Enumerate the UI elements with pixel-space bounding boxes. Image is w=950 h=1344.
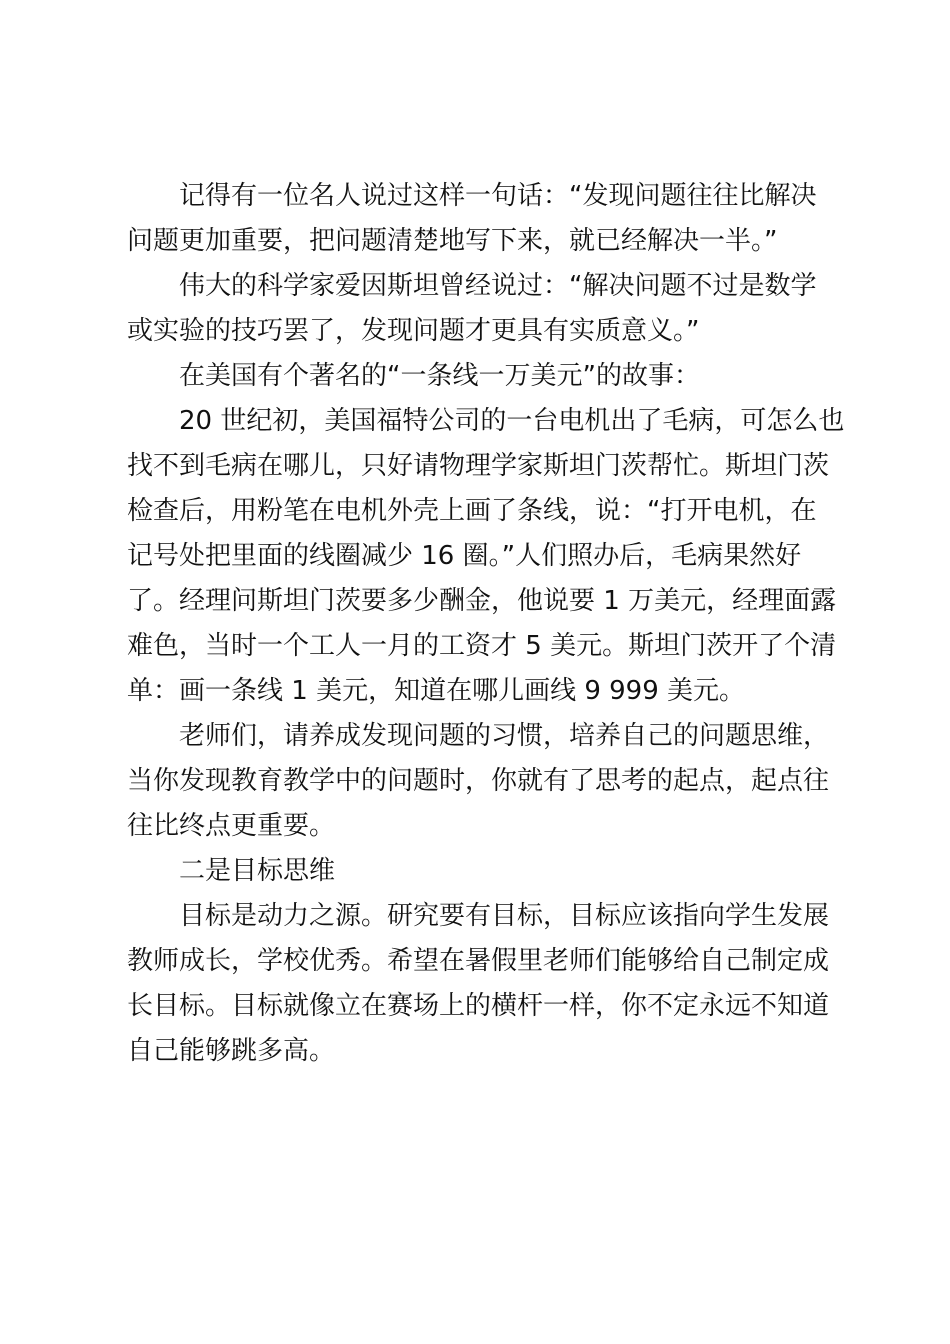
text-line: 记号处把里面的线圈减少 16 圈。”人们照办后，毛病果然好	[127, 541, 802, 571]
text-line: 自己能够跳多高。	[127, 1036, 336, 1066]
section-heading: 二是目标思维	[179, 856, 336, 886]
text-line: 20 世纪初，美国福特公司的一台电机出了毛病，可怎么也	[179, 406, 845, 436]
text-line: 了。经理问斯坦门茨要多少酬金，他说要 1 万美元，经理面露	[127, 586, 837, 616]
text-line: 找不到毛病在哪儿，只好请物理学家斯坦门茨帮忙。斯坦门茨	[127, 451, 830, 481]
text-line: 单：画一条线 1 美元，知道在哪儿画线 9 999 美元。	[127, 676, 746, 706]
text-line: 往比终点更重要。	[127, 811, 336, 841]
text-line: 问题更加重要，把问题清楚地写下来，就已经解决一半。”	[127, 226, 778, 256]
text-line: 目标是动力之源。研究要有目标，目标应该指向学生发展	[179, 901, 830, 931]
text-line: 或实验的技巧罢了，发现问题才更具有实质意义。”	[127, 316, 700, 346]
text-line: 伟大的科学家爱因斯坦曾经说过：“解决问题不过是数学	[179, 271, 817, 301]
section-heading-goal-thinking	[127, 849, 833, 894]
text-line: 难色，当时一个工人一月的工资才 5 美元。斯坦门茨开了个清	[127, 631, 837, 661]
text-line: 记得有一位名人说过这样一句话：“发现问题往往比解决	[179, 181, 817, 211]
text-line: 当你发现教育教学中的问题时，你就有了思考的起点，起点往	[127, 766, 830, 796]
paragraph-famous-quote	[127, 174, 833, 264]
text-line: 教师成长，学校优秀。希望在暑假里老师们能够给自己制定成	[127, 946, 830, 976]
text-line: 老师们，请养成发现问题的习惯，培养自己的问题思维，	[179, 721, 830, 751]
paragraph-problem-thinking	[127, 714, 833, 849]
paragraph-einstein-quote	[127, 264, 833, 354]
paragraph-steinmetz-story	[127, 399, 845, 714]
text-line: 长目标。目标就像立在赛场上的横杆一样，你不定永远不知道	[127, 991, 830, 1021]
text-line: 检查后，用粉笔在电机外壳上画了条线，说：“打开电机，在	[127, 496, 817, 526]
document-body	[127, 174, 845, 1074]
text-line: 在美国有个著名的“一条线一万美元”的故事：	[179, 361, 700, 391]
paragraph-goal-thinking	[127, 894, 833, 1074]
paragraph-story-intro	[127, 354, 833, 399]
